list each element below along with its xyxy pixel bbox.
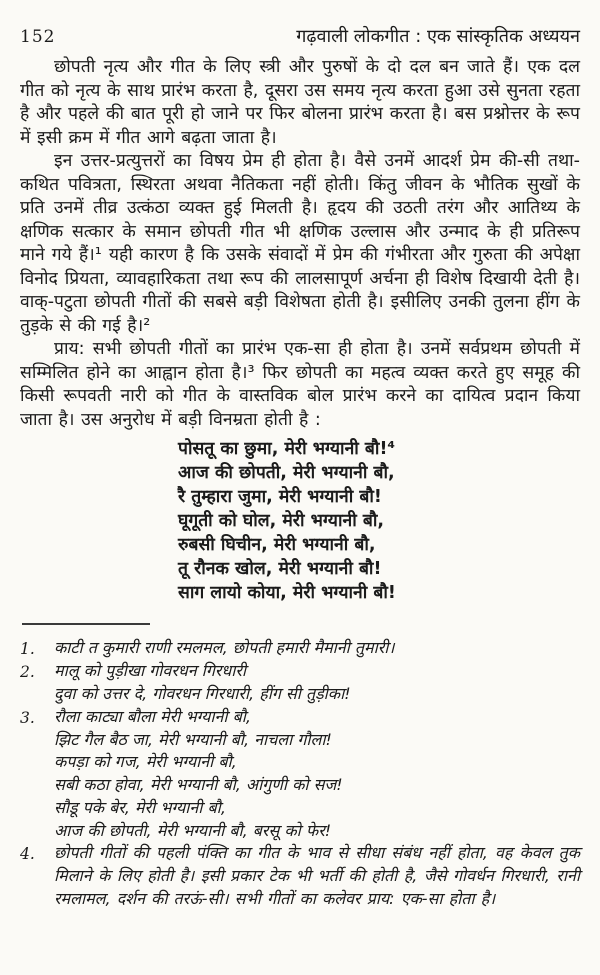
footnote-body [54,637,580,660]
footnote-text: छोपती गीतों की पहली पंक्ति का गीत के भाव से सीधा संबंध नहीं होता, वह केवल तुक मिलाने के लिए होती है। इसी प्रकार टेक भी भर्ती की होती है, जैसे गोवर्धन गिरधारी, रानी रमलामल, दर्शन की तरऊं-सी। सभी गीतों का कलेवर प्राय: एक-सा होता है। [54,843,580,908]
body-paragraph: प्राय: सभी छोपती गीतों का प्रारंभ एक-सा ही होता है। उनमें सर्वप्रथम छोपती में सम्मिलित होने का आह्वान होता है।³ फिर छोपती का महत्व व्यक्त करते हुए समूह की किसी रूपवती नारी को गीत के वास्तविक बोल प्रारंभ करने का दायित्व प्रदान किया जाता है। उस अनुरोध में बड़ी विनम्रता होती है : [20,339,580,430]
verse-line: साग लायो कोया, मेरी भग्यानी बौ! [178,583,396,604]
footnotes-section [20,637,580,910]
running-title: गढ़वाली लोकगीत : एक सांस्कृतिक अध्ययन [296,26,580,47]
footnote-number: 3. [20,708,35,727]
verse-line: घूगूती को घोल, मेरी भग्यानी बौ, [178,510,385,531]
footnote [20,842,580,910]
footnote-line: काटी त कुमारी राणी रमलमल, छोपती हमारी मैमानी तुमारी। [54,638,395,658]
body-paragraph: इन उत्तर-प्रत्युत्तरों का विषय प्रेम ही होता है। वैसे उनमें आदर्श प्रेम की-सी तथा-कथित पवित्रता, स्थिरता अथवा नैतिकता नहीं होती। किंतु जीवन के भौतिक सुखों के प्रति उनमें तीव्र उत्कंठा व्यक्त हुई मिलती है। हृदय की उठती तरंग और आतिथ्य के क्षणिक सत्कार के समान छोपती गीत भी क्षणिक उल्लास और उन्माद के ही प्रतिरूप माने गये हैं।¹ यही कारण है कि उसके संवादों में प्रेम की गंभीरता और गुरुता की अपेक्षा विनोद प्रियता, व्यावहारिकता तथा रूप की लालसापूर्ण अर्चना ही विशेष दिखायी देती है। वाक्-पटुता छोपती गीतों की सबसे बड़ी विशेषता होती है। इसीलिए उनकी तुलना हींग के तुड़के से की गई है।² [20,151,580,336]
footnote-body [54,660,580,705]
footnote-line: सबी कठा होवा, मेरी भग्यानी बौ, आंगुणी को सज! [54,775,343,795]
footnote [20,660,580,705]
footnote-line: दुवा को उत्तर दे, गोवरधन गिरधारी, हींग सी तुड़ीका! [54,684,351,704]
verse-line: रै तुम्हारा जुमा, मेरी भग्यानी बौ! [178,486,382,507]
footnote-number: 4. [20,845,35,864]
footnote-line: रौला काट्या बौला मेरी भग्यानी बौ, [54,706,252,726]
footnote [20,706,580,842]
footnote-line: मालू को पुड़ीखा गोवरधन गिरधारी [54,661,247,681]
footnote [20,637,580,660]
footnote-body [54,706,580,842]
page-header [20,24,580,48]
footnote-separator [22,623,150,625]
verse-block [178,437,580,606]
footnote-line: सौडू पके बेर, मेरी भग्यानी बौ, [54,797,226,817]
footnote-body [54,842,580,910]
footnote-line: झिट गैल बैठ जा, मेरी भग्यानी बौ, नाचला गौला! [54,729,332,749]
verse-line: आज की छोपती, मेरी भग्यानी बौ, [178,462,395,483]
footnote-line: कपड़ा को गज, मेरी भग्यानी बौ, [54,752,237,772]
verse-line: रुबसी घिचीन, मेरी भग्यानी बौ, [178,535,376,556]
verse-line: तू रौनक खोल, मेरी भग्यानी बौ! [178,559,382,580]
verse-line: पोसतू का छुमा, मेरी भग्यानी बौ!⁴ [178,438,396,459]
footnote-number: 1. [20,640,35,659]
footnote-line: आज की छोपती, मेरी भग्यानी बौ, बरसू को फेर! [54,820,332,840]
body-paragraph: छोपती नृत्य और गीत के लिए स्त्री और पुरुषों के दो दल बन जाते हैं। एक दल गीत को नृत्य के साथ प्रारंभ करता है, दूसरा उस समय नृत्य करता हुआ उसे सुनता रहता है और पहले की बात पूरी हो जाने पर फिर बोलना प्रारंभ करता है। बस प्रश्नोत्तर के रूप में इसी क्रम में गीत आगे बढ़ता जाता है। [20,57,580,148]
footnote-number: 2. [20,663,35,682]
page-number: 152 [20,27,56,47]
